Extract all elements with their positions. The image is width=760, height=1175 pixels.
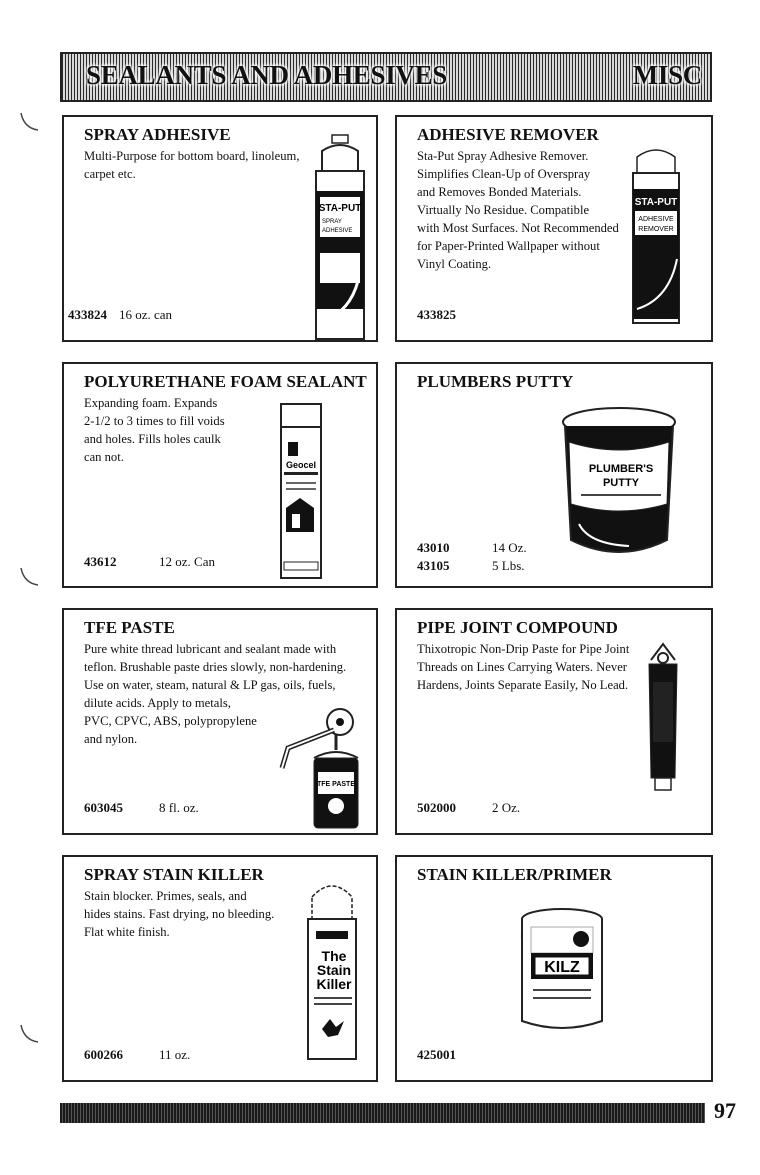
spray-can-icon: [629, 139, 683, 329]
tub-label-line: PLUMBER'S: [588, 463, 654, 475]
description-line: and Removes Bonded Materials.: [417, 185, 582, 199]
product-name: ADHESIVE REMOVER: [417, 125, 599, 144]
product-name: PLUMBERS PUTTY: [417, 372, 574, 391]
description-line: Hardens, Joints Separate Easily, No Lead.: [417, 678, 629, 692]
product-code: 603045: [84, 800, 123, 815]
product-card-adhesive-remover: [395, 115, 713, 342]
product-card-pipe-joint-compound: [395, 608, 713, 835]
description-line: Threads on Lines Carrying Waters. Never: [417, 660, 627, 674]
description-line: 2-1/2 to 3 times to fill voids: [84, 414, 225, 428]
margin-mark-icon: [18, 1022, 42, 1046]
category-label: MISC: [632, 60, 702, 90]
product-size: 5 Lbs.: [492, 558, 525, 573]
product-card-spray-adhesive: [62, 115, 378, 342]
product-description: [417, 147, 632, 273]
product-name: TFE PASTE: [84, 618, 175, 637]
tube-icon: [643, 638, 683, 798]
putty-tub-icon: [559, 404, 679, 564]
description-line: Vinyl Coating.: [417, 257, 492, 271]
description-line: can not.: [84, 450, 124, 464]
paint-can-icon: [517, 905, 607, 1035]
description-line: for Paper-Printed Wallpaper without: [417, 239, 600, 253]
product-name: SPRAY ADHESIVE: [84, 125, 231, 144]
description-line: Pure white thread lubricant and sealant made with: [84, 642, 337, 656]
product-description: Multi-Purpose for bottom board, linoleum, carpet etc.: [84, 149, 300, 181]
page-number: 97: [714, 1098, 736, 1123]
can-label: TFE PASTE: [317, 781, 355, 788]
product-code: 502000: [417, 800, 456, 815]
product-code: 425001: [417, 1047, 456, 1062]
product-size: 8 fl. oz.: [159, 800, 199, 815]
section-title: SEALANTS AND ADHESIVES: [86, 60, 448, 90]
can-brand: KILZ: [544, 959, 580, 976]
description-line: Flat white finish.: [84, 925, 170, 939]
product-size: 14 Oz.: [492, 540, 527, 555]
description-line: dilute acids. Apply to metals,: [84, 696, 231, 710]
spray-can-icon: [302, 869, 362, 1065]
product-card-stain-killer-primer: [395, 855, 713, 1082]
product-card-tfe-paste: [62, 608, 378, 835]
description-line: Sta-Put Spray Adhesive Remover.: [417, 149, 589, 163]
product-size: 11 oz.: [159, 1047, 191, 1062]
product-name: STAIN KILLER/PRIMER: [417, 865, 612, 884]
product-size: 12 oz. Can: [159, 554, 215, 569]
description-line: Thixotropic Non-Drip Paste for Pipe Joint: [417, 642, 630, 656]
tub-label-line: PUTTY: [602, 477, 640, 489]
product-code: 433824: [68, 307, 107, 322]
product-code: 43010: [417, 540, 450, 555]
foam-can-icon: [278, 402, 324, 582]
product-name: SPRAY STAIN KILLER: [84, 865, 264, 884]
can-brand: STA-PUT: [318, 203, 362, 214]
description-line: Virtually No Residue. Compatible: [417, 203, 590, 217]
section-banner: [60, 52, 712, 102]
can-label-line: SPRAY: [322, 219, 342, 225]
product-code: 600266: [84, 1047, 123, 1062]
description-line: Simplifies Clean-Up of Overspray: [417, 167, 591, 181]
product-card-spray-stain-killer: [62, 855, 378, 1082]
description-line: hides stains. Fast drying, no bleeding.: [84, 907, 275, 921]
product-code: 43105: [417, 558, 450, 573]
description-line: and nylon.: [84, 732, 138, 746]
margin-mark-icon: [18, 565, 42, 589]
paste-can-icon: [274, 702, 364, 832]
description-line: and holes. Fills holes caulk: [84, 432, 221, 446]
description-line: with Most Surfaces. Not Recommended: [417, 221, 619, 235]
description-line: Stain blocker. Primes, seals, and: [84, 889, 247, 903]
can-label-line: Stain: [316, 962, 352, 978]
product-code: 43612: [84, 554, 117, 569]
can-label-line: ADHESIVE: [638, 216, 674, 223]
product-code: 433825: [417, 307, 456, 322]
product-card-plumbers-putty: [395, 362, 713, 588]
product-size: 2 Oz.: [492, 800, 521, 815]
description-line: Expanding foam. Expands: [84, 396, 218, 410]
can-label-line: REMOVER: [638, 226, 674, 233]
can-brand: Geocel: [285, 460, 317, 470]
product-description: [84, 887, 299, 941]
footer-bar: [60, 1103, 705, 1123]
product-size: 16 oz. can: [119, 307, 173, 322]
product-description: [417, 640, 647, 694]
product-card-polyurethane-foam-sealant: [62, 362, 378, 588]
can-brand: STA-PUT: [634, 197, 678, 208]
description-line: PVC, CPVC, ABS, polypropylene: [84, 714, 257, 728]
can-label-line: Killer: [316, 976, 352, 992]
margin-mark-icon: [18, 110, 42, 134]
spray-can-icon: [310, 131, 370, 345]
can-label-line: The: [321, 948, 347, 964]
product-name: PIPE JOINT COMPOUND: [417, 618, 618, 637]
can-label-line: ADHESIVE: [322, 228, 353, 234]
description-line: Use on water, steam, natural & LP gas, oils, fuels,: [84, 678, 336, 692]
product-description: [84, 394, 284, 466]
product-name: POLYURETHANE FOAM SEALANT: [84, 372, 367, 391]
description-line: teflon. Brushable paste dries slowly, non-hardening.: [84, 660, 347, 674]
